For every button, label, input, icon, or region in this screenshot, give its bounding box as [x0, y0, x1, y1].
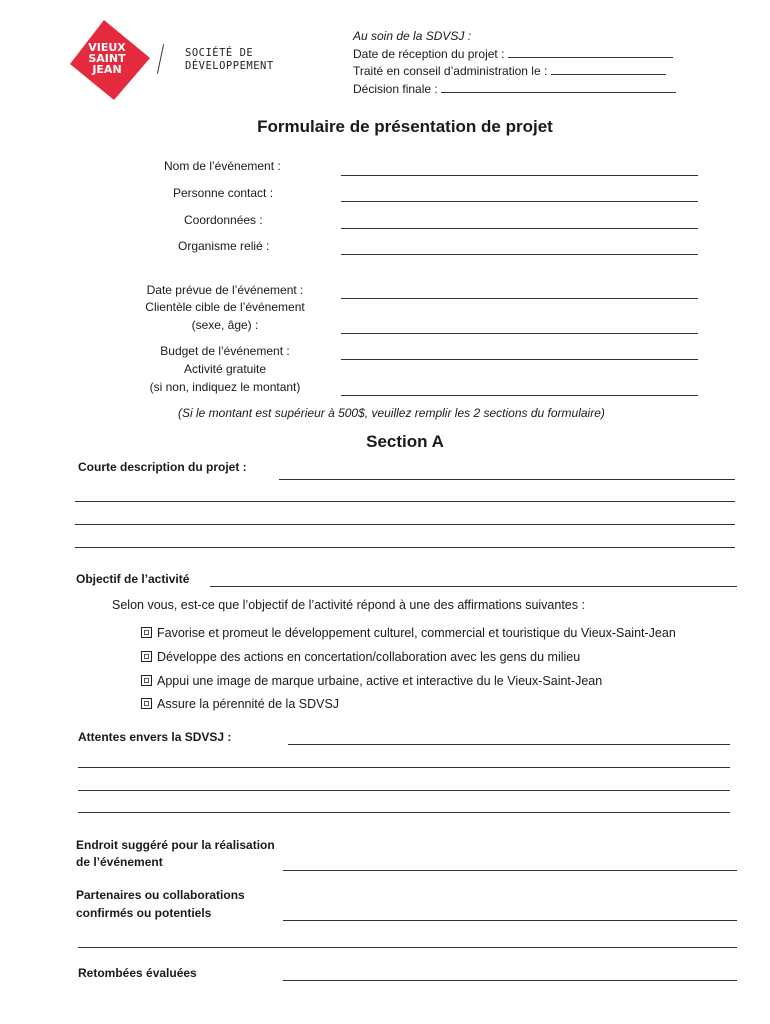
org-name-line: SOCIÉTÉ DE [185, 47, 254, 59]
objective-option-label: Développe des actions en concertation/collaboration avec les gens du milieu [157, 650, 581, 664]
coordinates-label: Coordonnées : [184, 213, 263, 227]
clientele-field[interactable] [341, 333, 698, 334]
description-field-line[interactable] [75, 501, 735, 502]
clientele-sublabel: (sexe, âge) : [191, 318, 259, 332]
objective-option-label: Favorise et promeut le développement culturel, commercial et touristique du Vieux-Saint-Jean [157, 626, 676, 640]
objective-field[interactable] [210, 586, 737, 587]
free-activity-label: Activité gratuite [183, 362, 267, 376]
admin-decision-label: Décision finale : [353, 81, 438, 96]
location-field[interactable] [283, 870, 737, 871]
description-field-line[interactable] [75, 547, 735, 548]
partners-sublabel: confirmés ou potentiels [76, 906, 212, 920]
free-activity-field[interactable] [341, 395, 698, 396]
partners-field[interactable] [283, 920, 737, 921]
event-name-field[interactable] [341, 175, 698, 176]
admin-conseil-label: Traité en conseil d’administration le : [353, 64, 548, 78]
impacts-label: Retombées évaluées [78, 966, 197, 980]
contact-field[interactable] [341, 201, 698, 202]
objective-option-label: Appui une image de marque urbaine, active et interactive du le Vieux-Saint-Jean [157, 674, 603, 688]
date-label: Date prévue de l’événement : [146, 283, 304, 297]
logo-divider [157, 44, 164, 74]
admin-decision-field[interactable] [441, 82, 676, 93]
objective-option[interactable] [141, 695, 339, 713]
objective-option[interactable] [141, 624, 676, 642]
logo-word: VIEUX [88, 41, 126, 54]
admin-conseil-field[interactable] [551, 64, 666, 75]
objective-option[interactable] [141, 648, 580, 666]
partners-field-line[interactable] [78, 947, 737, 948]
description-label: Courte description du projet : [78, 460, 247, 474]
checkbox-icon[interactable] [141, 675, 152, 686]
admin-reception-field[interactable] [508, 47, 673, 58]
objective-label: Objectif de l’activité [76, 572, 190, 586]
organisation-label: Organisme relié : [178, 239, 270, 253]
checkbox-icon[interactable] [141, 651, 152, 662]
logo [70, 20, 150, 100]
logo-word: SAINT [88, 52, 126, 65]
partners-label: Partenaires ou collaborations [76, 888, 245, 902]
coordinates-field[interactable] [341, 228, 698, 229]
objective-question: Selon vous, est-ce que l’objectif de l’activité répond à une des affirmations suivantes : [112, 598, 585, 612]
org-name [185, 47, 274, 73]
section-a-title: Section A [366, 432, 444, 451]
event-name-label: Nom de l’événement : [164, 159, 281, 173]
expectations-field-line[interactable] [78, 812, 730, 813]
page-title: Formulaire de présentation de projet [257, 117, 553, 136]
objective-option[interactable] [141, 672, 602, 690]
expectations-field-line[interactable] [78, 767, 730, 768]
expectations-label: Attentes envers la SDVSJ : [78, 730, 232, 744]
checkbox-icon[interactable] [141, 698, 152, 709]
logo-word: JEAN [92, 63, 122, 76]
budget-label: Budget de l’événement : [160, 344, 290, 358]
contact-label: Personne contact : [173, 186, 274, 200]
admin-heading: Au soin de la SDVSJ : [353, 29, 472, 43]
description-field[interactable] [279, 479, 735, 480]
date-field[interactable] [341, 298, 698, 299]
admin-block [353, 28, 676, 98]
amount-note: (Si le montant est supérieur à 500$, veuillez remplir les 2 sections du formulaire) [178, 406, 605, 420]
objective-option-label: Assure la pérennité de la SDVSJ [157, 697, 340, 711]
checkbox-icon[interactable] [141, 627, 152, 638]
clientele-label: Clientèle cible de l’événement [145, 300, 305, 314]
location-label: Endroit suggéré pour la réalisation [76, 838, 275, 852]
description-field-line[interactable] [75, 524, 735, 525]
expectations-field[interactable] [288, 744, 730, 745]
org-name-line: DÉVELOPPEMENT [185, 60, 274, 72]
expectations-field-line[interactable] [78, 790, 730, 791]
admin-reception-label: Date de réception du projet : [353, 46, 505, 61]
organisation-field[interactable] [341, 254, 698, 255]
budget-field[interactable] [341, 359, 698, 360]
impacts-field[interactable] [283, 980, 737, 981]
location-sublabel: de l’événement [76, 855, 163, 869]
free-activity-sublabel: (si non, indiquez le montant) [149, 380, 301, 394]
